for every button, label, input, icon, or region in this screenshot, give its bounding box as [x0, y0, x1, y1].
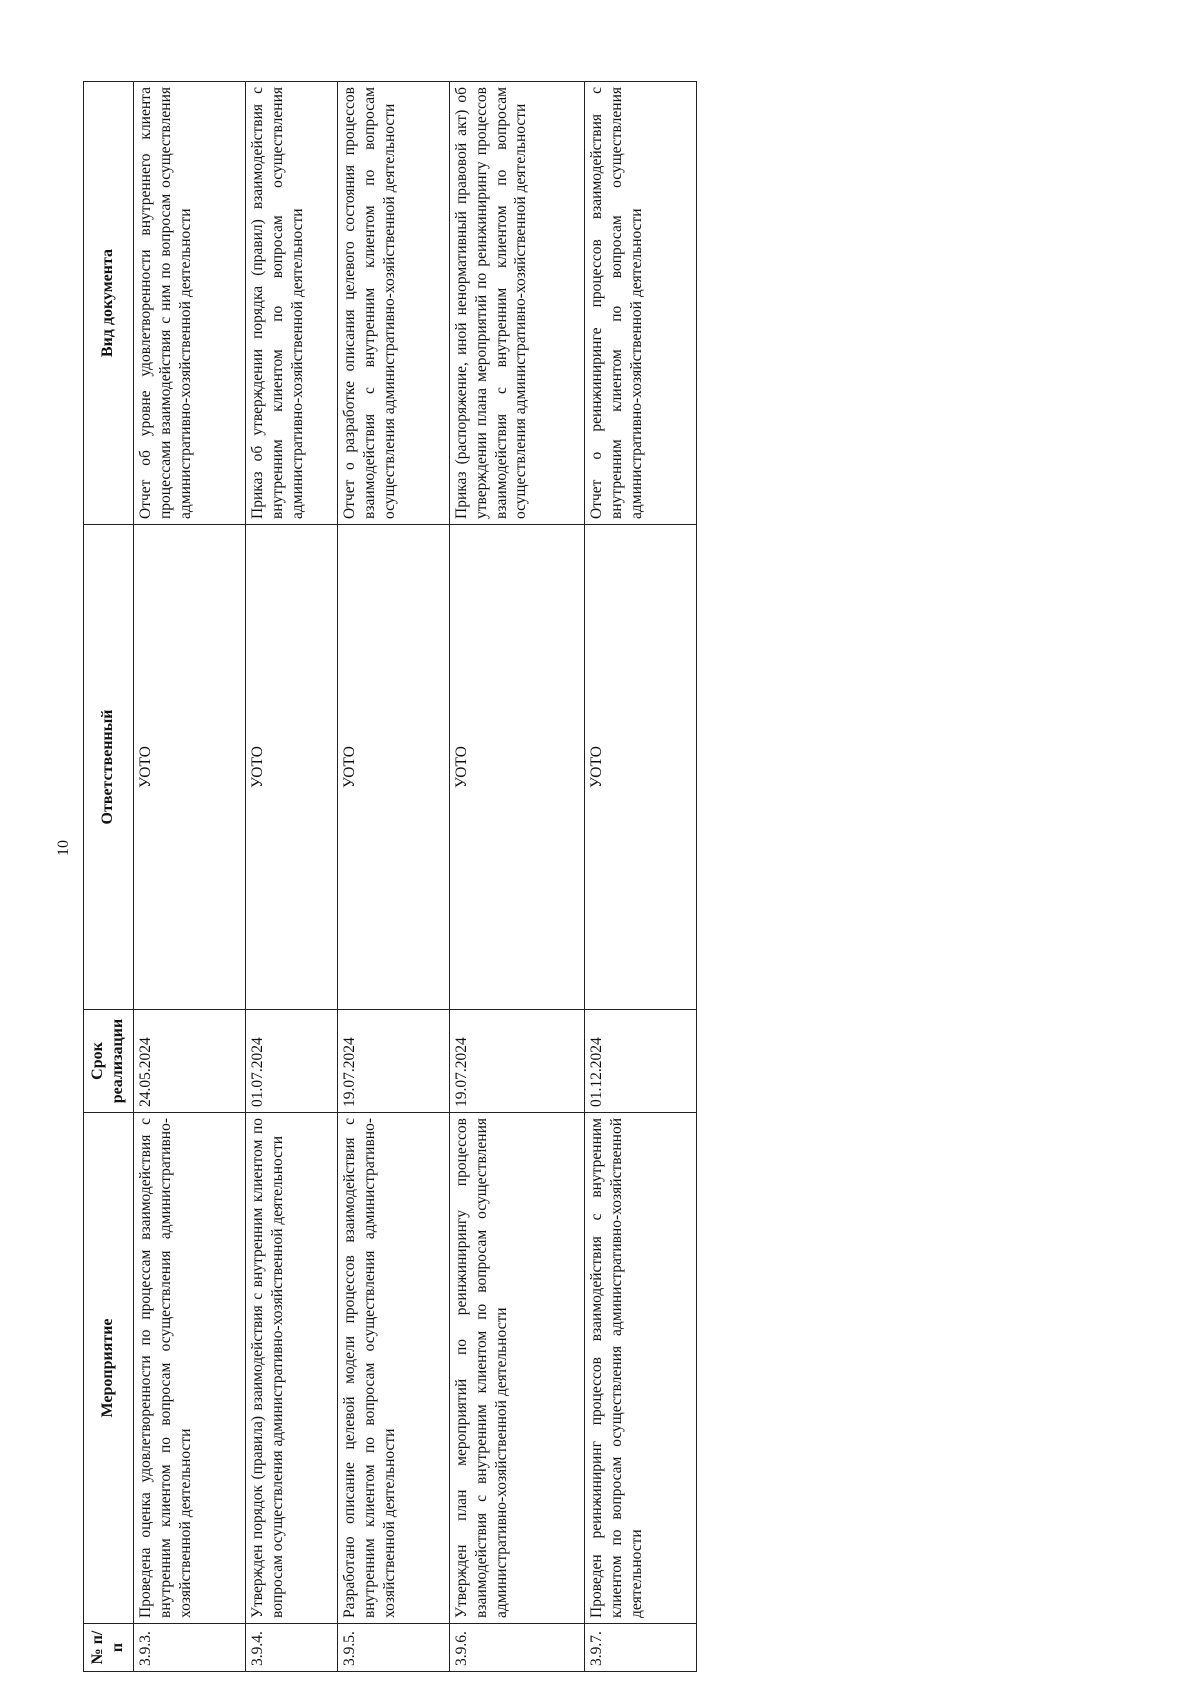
- cell-responsible: УОТО: [584, 525, 696, 1010]
- cell-doc-type: Отчет об уровне удовлетворенности внутреннего клиента процессами взаимодействия с ним по вопросам осуществления административно-хозяйственной деятельности: [133, 82, 245, 525]
- cell-num: 3.9.6.: [449, 1624, 584, 1672]
- cell-deadline: 01.07.2024: [245, 1010, 337, 1113]
- cell-event: Утвержден порядок (правила) взаимодействия с внутренним клиентом по вопросам осуществления административно-хозяйственной деятельности: [245, 1113, 337, 1624]
- cell-event: Разработано описание целевой модели процессов взаимодействия с внутренним клиентом по вопросам осуществления административно-хозяйственной деятельности: [337, 1113, 449, 1624]
- cell-event: Проведена оценка удовлетворенности по процессам взаимодействия с внутренним клиентом по вопросам осуществления административно-хозяйственной деятельности: [133, 1113, 245, 1624]
- cell-num: 3.9.4.: [245, 1624, 337, 1672]
- cell-deadline: 19.07.2024: [337, 1010, 449, 1113]
- header-event: Мероприятие: [84, 1113, 134, 1624]
- cell-event: Утвержден план мероприятий по реинжинирингу процессов взаимодействия с внутренним клиентом по вопросам осуществления административно-хозяйственной деятельности: [449, 1113, 584, 1624]
- cell-responsible: УОТО: [449, 525, 584, 1010]
- page-number: 10: [55, 840, 72, 856]
- cell-doc-type: Отчет о реинжиниринге процессов взаимодействия с внутренним клиентом по вопросам осуществления административно-хозяйственной деятельности: [584, 82, 696, 525]
- cell-deadline: 19.07.2024: [449, 1010, 584, 1113]
- cell-event: Проведен реинжиниринг процессов взаимодействия с внутренним клиентом по вопросам осуществления административно-хозяйственной деятельности: [584, 1113, 696, 1624]
- cell-responsible: УОТО: [133, 525, 245, 1010]
- cell-responsible: УОТО: [245, 525, 337, 1010]
- cell-deadline: 24.05.2024: [133, 1010, 245, 1113]
- cell-doc-type: Приказ об утверждении порядка (правил) взаимодействия с внутренним клиентом по вопросам осуществления административно-хозяйственной деятельности: [245, 82, 337, 525]
- cell-responsible: УОТО: [337, 525, 449, 1010]
- table-row: [245, 82, 337, 1672]
- header-doc-type: Вид документа: [84, 82, 134, 525]
- table-row: [337, 82, 449, 1672]
- table-row: [133, 82, 245, 1672]
- rotated-page: [83, 82, 1133, 1672]
- table-row: [449, 82, 584, 1672]
- cell-num: 3.9.7.: [584, 1624, 696, 1672]
- table-container: [83, 82, 1133, 1672]
- cell-num: 3.9.5.: [337, 1624, 449, 1672]
- cell-num: 3.9.3.: [133, 1624, 245, 1672]
- header-deadline: Срок реализации: [84, 1010, 134, 1113]
- cell-deadline: 01.12.2024: [584, 1010, 696, 1113]
- header-responsible: Ответственный: [84, 525, 134, 1010]
- events-table: [83, 81, 697, 1672]
- cell-doc-type: Приказ (распоряжение, иной ненормативный правовой акт) об утверждении плана мероприятий по реинжинирингу процессов взаимодействия с внутренним клиентом по вопросам осуществления административно-хозяйственной деятельности: [449, 82, 584, 525]
- header-num: № п/п: [84, 1624, 134, 1672]
- cell-doc-type: Отчет о разработке описания целевого состояния процессов взаимодействия с внутренним клиентом по вопросам осуществления административно-хозяйственной деятельности: [337, 82, 449, 525]
- table-header-row: [84, 82, 134, 1672]
- table-row: [584, 82, 696, 1672]
